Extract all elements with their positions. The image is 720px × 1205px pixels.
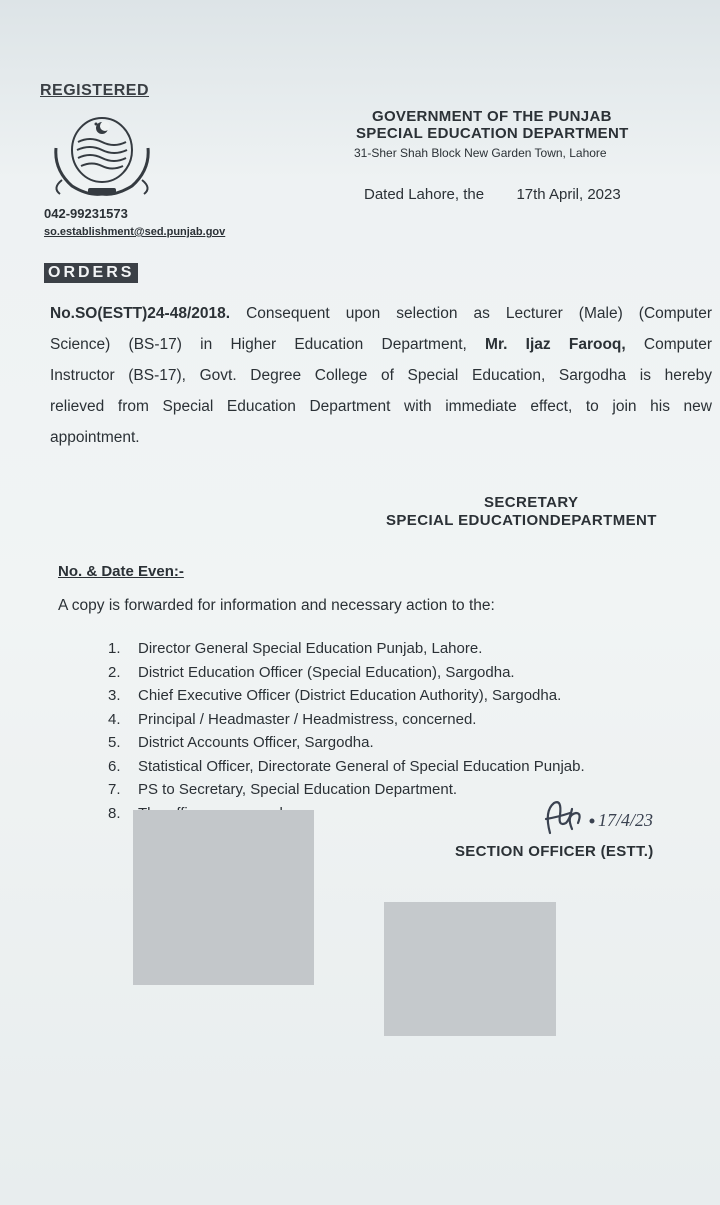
phone-number: 042-99231573: [44, 206, 128, 221]
order-line-1: No.SO(ESTT)24-48/2018. Consequent upon selection as Lecturer (Male) (Computer: [50, 305, 712, 322]
secretary-department: SPECIAL EDUCATIONDEPARTMENT: [386, 512, 657, 529]
list-item: 3. Chief Executive Officer (District Education Authority), Sargodha.: [108, 687, 562, 704]
redacted-stamp-block: [133, 810, 314, 985]
government-of-punjab-crest-icon: [48, 108, 156, 200]
department-address: 31-Sher Shah Block New Garden Town, Lahore: [354, 146, 607, 160]
signature-date: 17/4/23: [598, 810, 654, 830]
officer-name: Mr. Ijaz Farooq,: [485, 336, 626, 353]
order-date: 17th April, 2023: [516, 186, 621, 203]
order-paragraph: [50, 298, 712, 453]
list-item: 2. District Education Officer (Special Education), Sargodha.: [108, 663, 515, 681]
list-item: 4. Principal / Headmaster / Headmistress, concerned.: [108, 710, 477, 728]
section-officer-title: SECTION OFFICER (ESTT.): [455, 843, 654, 860]
dated-line: [364, 186, 621, 203]
registered-label: REGISTERED: [40, 82, 150, 99]
department-title: SPECIAL EDUCATION DEPARTMENT: [356, 125, 629, 142]
government-title: GOVERNMENT OF THE PUNJAB: [372, 108, 612, 125]
list-item: 7. PS to Secretary, Special Education Department.: [108, 781, 458, 798]
endorsement-heading: No. & Date Even:-: [58, 563, 184, 580]
order-line-2: Science) (BS-17) in Higher Education Department, Mr. Ijaz Farooq, Computer: [50, 336, 712, 353]
handwritten-signature: [536, 793, 676, 845]
recipient-list: [108, 637, 585, 825]
endorsement-intro: A copy is forwarded for information and necessary action to the:: [58, 597, 495, 614]
order-line-5: appointment.: [50, 429, 140, 446]
redacted-stamp-block: [384, 902, 556, 1036]
list-item: 8.: [108, 804, 121, 822]
email-address: so.establishment@sed.punjab.gov: [44, 226, 226, 238]
list-item: 1. Director General Special Education Punjab, Lahore.: [108, 640, 483, 657]
list-item: 6. Statistical Officer, Directorate General of Special Education Punjab.: [108, 757, 585, 775]
order-number: No.SO(ESTT)24-48/2018.: [50, 305, 231, 322]
dated-label: Dated Lahore, the: [364, 186, 485, 203]
secretary-title: SECRETARY: [484, 494, 579, 511]
list-item: 5. District Accounts Officer, Sargodha.: [108, 734, 374, 751]
orders-heading: ORDERS: [44, 263, 138, 283]
order-line-4: relieved from Special Education Department with immediate effect, to join his new: [50, 398, 712, 415]
order-line-3: Instructor (BS-17), Govt. Degree College of Special Education, Sargodha is hereby: [50, 367, 712, 384]
